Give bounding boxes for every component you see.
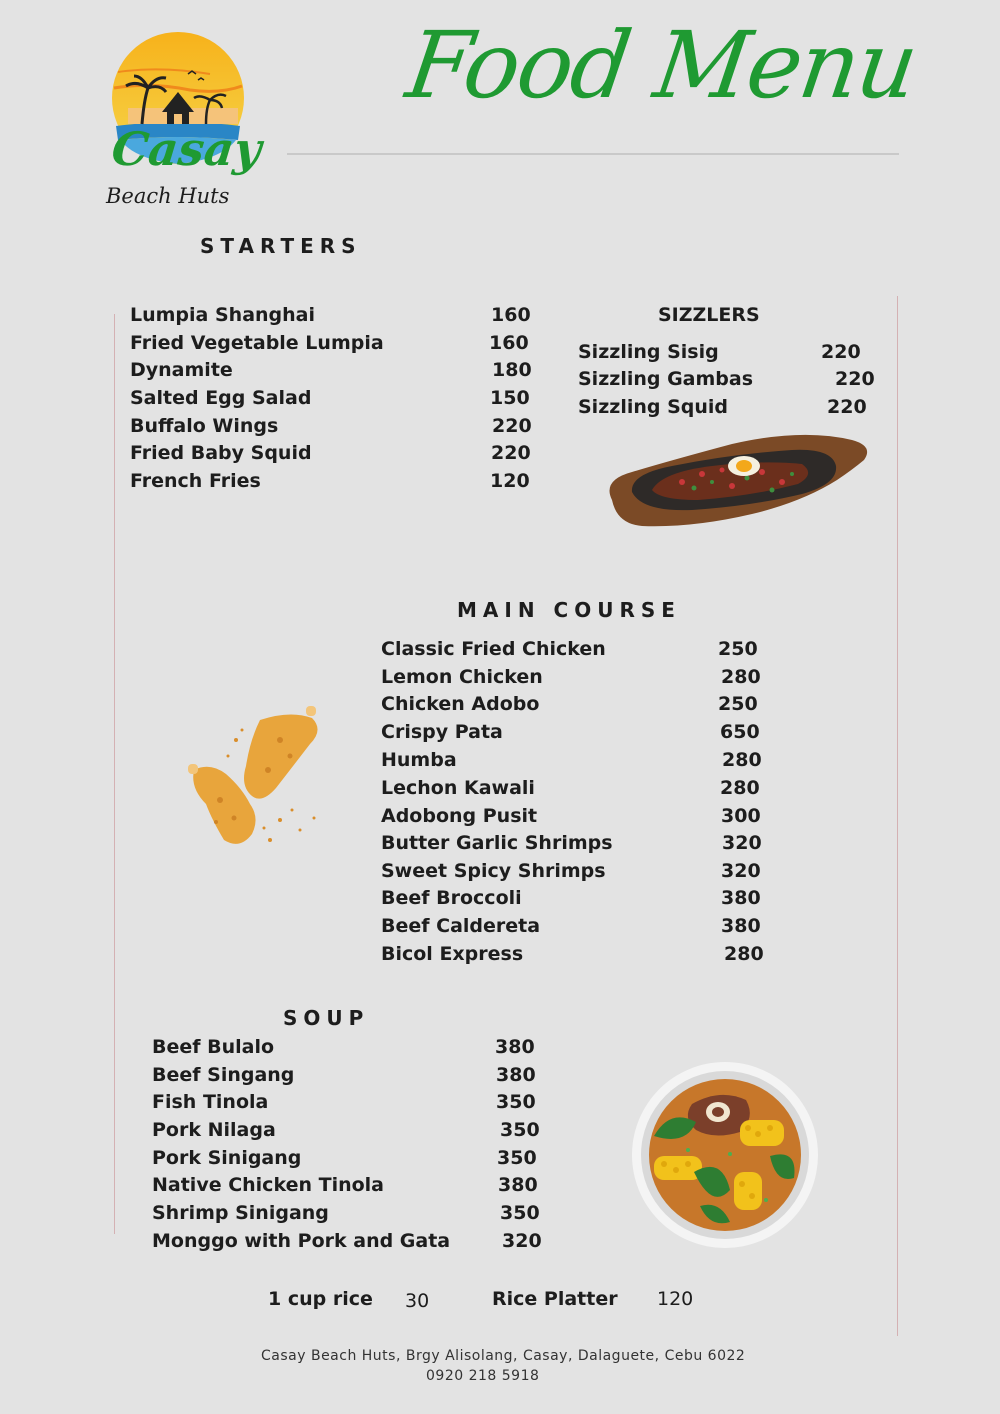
menu-item-name: Sizzling Gambas bbox=[578, 368, 754, 390]
menu-item-name: Sizzling Squid bbox=[578, 396, 729, 418]
menu-item-name: Sizzling Sisig bbox=[578, 341, 719, 363]
cup-rice-label: 1 cup rice bbox=[268, 1288, 373, 1310]
menu-item-price: 220 bbox=[821, 341, 861, 363]
menu-item-name: Lechon Kawali bbox=[381, 777, 535, 799]
menu-item-price: 320 bbox=[722, 832, 762, 854]
page-title: Food Menu bbox=[400, 12, 923, 119]
menu-item-name: Salted Egg Salad bbox=[130, 387, 312, 409]
menu-item-price: 280 bbox=[724, 943, 764, 965]
menu-item-name: Adobong Pusit bbox=[381, 805, 538, 827]
menu-item-price: 280 bbox=[721, 666, 761, 688]
menu-item-price: 380 bbox=[495, 1036, 535, 1058]
menu-item-price: 220 bbox=[835, 368, 875, 390]
rice-platter-price: 120 bbox=[657, 1288, 694, 1310]
menu-item-price: 320 bbox=[721, 860, 761, 882]
main-course-heading: MAIN COURSE bbox=[457, 598, 681, 622]
menu-item-price: 160 bbox=[489, 332, 529, 354]
menu-item-name: Lumpia Shanghai bbox=[130, 304, 315, 326]
starters-heading: STARTERS bbox=[200, 234, 362, 258]
menu-item-price: 350 bbox=[500, 1202, 540, 1224]
menu-item-name: Beef Broccoli bbox=[381, 887, 522, 909]
logo-subtitle: Beach Huts bbox=[106, 184, 230, 208]
logo-name: Casay bbox=[109, 122, 264, 176]
menu-item-name: Monggo with Pork and Gata bbox=[152, 1230, 451, 1252]
menu-item-name: Pork Nilaga bbox=[152, 1119, 276, 1141]
menu-item-price: 350 bbox=[500, 1119, 540, 1141]
menu-item-price: 280 bbox=[722, 749, 762, 771]
menu-item-name: Beef Singang bbox=[152, 1064, 295, 1086]
menu-item-name: Lemon Chicken bbox=[381, 666, 543, 688]
logo bbox=[100, 30, 264, 215]
menu-item-price: 380 bbox=[721, 915, 761, 937]
menu-item-price: 380 bbox=[721, 887, 761, 909]
menu-item-price: 380 bbox=[496, 1064, 536, 1086]
menu-item-price: 220 bbox=[492, 415, 532, 437]
menu-item-price: 350 bbox=[496, 1091, 536, 1113]
menu-item-name: Crispy Pata bbox=[381, 721, 503, 743]
menu-item-name: Shrimp Sinigang bbox=[152, 1202, 329, 1224]
menu-item-name: Fried Vegetable Lumpia bbox=[130, 332, 384, 354]
menu-item-name: Dynamite bbox=[130, 359, 233, 381]
sizzling-plate-icon bbox=[602, 430, 872, 530]
left-border-line bbox=[114, 314, 115, 1234]
cup-rice-price: 30 bbox=[405, 1290, 430, 1312]
header-divider bbox=[287, 153, 899, 155]
rice-platter-label: Rice Platter bbox=[492, 1288, 618, 1310]
menu-item-price: 180 bbox=[492, 359, 532, 381]
menu-item-price: 350 bbox=[497, 1147, 537, 1169]
menu-item-price: 650 bbox=[720, 721, 760, 743]
menu-item-price: 160 bbox=[491, 304, 531, 326]
menu-item-price: 220 bbox=[827, 396, 867, 418]
menu-item-name: Fish Tinola bbox=[152, 1091, 269, 1113]
footer-address: Casay Beach Huts, Brgy Alisolang, Casay, Dalaguete, Cebu 6022 bbox=[261, 1348, 746, 1364]
soup-bowl-icon bbox=[630, 1060, 820, 1250]
menu-item-name: Native Chicken Tinola bbox=[152, 1174, 384, 1196]
menu-item-name: Beef Bulalo bbox=[152, 1036, 275, 1058]
menu-item-name: Butter Garlic Shrimps bbox=[381, 832, 613, 854]
menu-item-price: 300 bbox=[721, 805, 761, 827]
menu-item-price: 250 bbox=[718, 638, 758, 660]
menu-item-name: Classic Fried Chicken bbox=[381, 638, 606, 660]
menu-item-name: Chicken Adobo bbox=[381, 693, 540, 715]
sizzlers-heading: SIZZLERS bbox=[658, 304, 760, 326]
menu-item-price: 220 bbox=[491, 442, 531, 464]
menu-item-name: French Fries bbox=[130, 470, 261, 492]
chicken-drumstick-icon bbox=[180, 700, 330, 860]
footer-phone: 0920 218 5918 bbox=[426, 1368, 540, 1384]
menu-item-name: Humba bbox=[381, 749, 457, 771]
right-border-line bbox=[897, 296, 898, 1336]
menu-item-price: 380 bbox=[498, 1174, 538, 1196]
menu-item-price: 250 bbox=[718, 693, 758, 715]
soup-heading: SOUP bbox=[283, 1006, 370, 1030]
menu-item-price: 320 bbox=[502, 1230, 542, 1252]
menu-item-name: Beef Caldereta bbox=[381, 915, 541, 937]
menu-item-name: Buffalo Wings bbox=[130, 415, 279, 437]
menu-item-price: 280 bbox=[720, 777, 760, 799]
menu-item-name: Fried Baby Squid bbox=[130, 442, 312, 464]
menu-item-price: 150 bbox=[490, 387, 530, 409]
menu-item-price: 120 bbox=[490, 470, 530, 492]
menu-item-name: Pork Sinigang bbox=[152, 1147, 302, 1169]
menu-item-name: Bicol Express bbox=[381, 943, 524, 965]
menu-item-name: Sweet Spicy Shrimps bbox=[381, 860, 606, 882]
